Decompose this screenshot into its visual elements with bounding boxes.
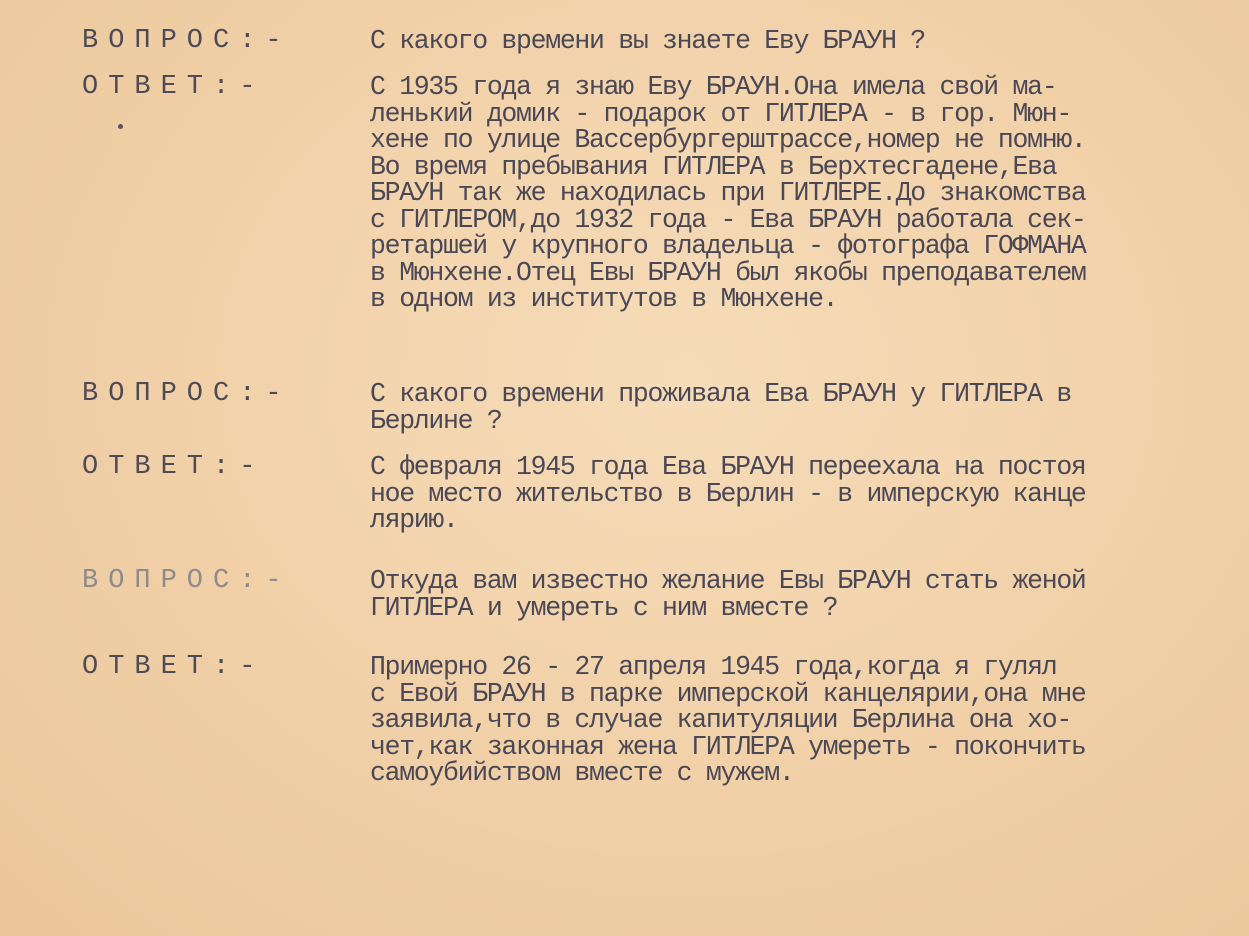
text-line: самоубийством вместе с мужем. <box>370 760 794 787</box>
text-line: ное место жительство в Берлин - в имперскую канце <box>370 480 1086 507</box>
text-line: С какого времени вы знаете Еву БРАУН ? <box>370 28 925 55</box>
answer-text <box>370 454 1249 534</box>
answer-label: ОТВЕТ:- <box>82 72 266 102</box>
text-line: ленький домик - подарок от ГИТЛЕРА - в гор. Мюн- <box>370 100 1071 127</box>
question-label: ВОПРОС:- <box>82 566 292 596</box>
ink-speck <box>118 124 123 129</box>
text-line: заявила,что в случае капитуляции Берлина она хо- <box>370 707 1071 734</box>
text-line: в Мюнхене.Отец Евы БРАУН был якобы преподавателем <box>370 259 1086 286</box>
text-line: Примерно 26 - 27 апреля 1945 года,когда я гулял <box>370 654 1057 681</box>
answer-label: ОТВЕТ:- <box>82 452 266 482</box>
text-line: Откуда вам известно желание Евы БРАУН стать женой <box>370 568 1086 595</box>
question-label: ВОПРОС:- <box>82 379 292 409</box>
answer-text <box>370 654 1249 787</box>
question-text <box>370 568 1249 621</box>
text-line: БРАУН так же находилась при ГИТЛЕРЕ.До знакомства <box>370 180 1086 207</box>
text-line: ретаршей у крупного владельца - фотографа ГОФМАНА <box>370 233 1086 260</box>
text-line: С какого времени проживала Ева БРАУН у ГИТЛЕРА в <box>370 381 1071 408</box>
text-line: С 1935 года я знаю Еву БРАУН.Она имела свой ма- <box>370 74 1057 101</box>
text-line: с Евой БРАУН в парке имперской канцелярии,она мне <box>370 680 1086 707</box>
text-line: Берлине ? <box>370 407 502 434</box>
text-line: ГИТЛЕРА и умереть с ним вместе ? <box>370 594 838 621</box>
answer-text <box>370 74 1249 313</box>
text-line: С февраля 1945 года Ева БРАУН переехала на постоя <box>370 454 1086 481</box>
text-line: чет,как законная жена ГИТЛЕРА умереть - покончить <box>370 733 1086 760</box>
text-line: с ГИТЛЕРОМ,до 1932 года - Ева БРАУН работала сек- <box>370 206 1086 233</box>
question-text <box>370 381 1249 434</box>
question-text <box>370 28 1249 55</box>
text-line: Во время пребывания ГИТЛЕРА в Берхтесгадене,Ева <box>370 153 1057 180</box>
answer-label: ОТВЕТ:- <box>82 652 266 682</box>
text-line: хене по улице Вассербургерштрассе,номер не помню. <box>370 127 1086 154</box>
question-label: ВОПРОС:- <box>82 26 292 56</box>
text-line: в одном из институтов в Мюнхене. <box>370 286 838 313</box>
text-line: лярию. <box>370 507 458 534</box>
